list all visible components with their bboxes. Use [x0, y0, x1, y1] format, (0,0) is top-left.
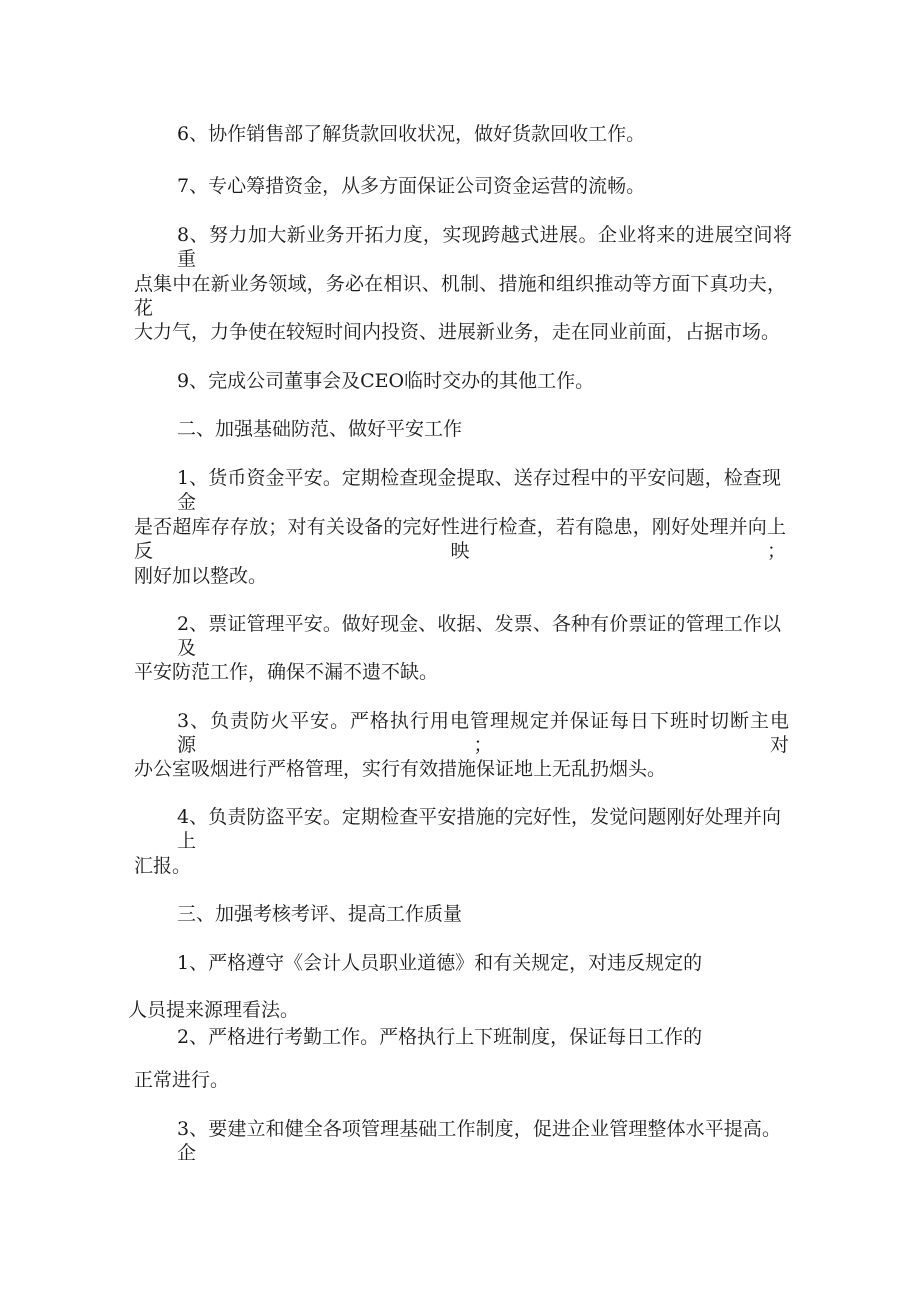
paragraph-line: 2、严格进行考勤工作。严格执行上下班制度，保证每日工作的 — [177, 1026, 703, 1048]
paragraph-line: 人员提来源理看法。 — [128, 999, 300, 1021]
paragraph-line: 正常进行。 — [134, 1069, 230, 1091]
section-heading: 三、加强考核考评、提高工作质量 — [177, 903, 463, 925]
paragraph-line: 是否超库存存放；对有关设备的完好性进行检查，若有隐患，刚好处理并向上反映； — [134, 516, 786, 562]
paragraph-line: 3、负责防火平安。严格执行用电管理规定并保证每日下班时切断主电源；对 — [177, 710, 789, 756]
section-heading: 二、加强基础防范、做好平安工作 — [177, 418, 463, 440]
paragraph-line: 点集中在新业务领域，务必在相识、机制、措施和组织推动等方面下真功夫，花 — [134, 273, 786, 319]
paragraph-line: 9、完成公司董事会及CEO临时交办的其他工作。 — [177, 370, 595, 392]
paragraph-line: 刚好加以整改。 — [134, 565, 268, 587]
paragraph-line: 大力气，力争使在较短时间内投资、进展新业务，走在同业前面，占据市场。 — [134, 321, 781, 343]
paragraph-line: 6、协作销售部了解货款回收状况，做好货款回收工作。 — [177, 123, 646, 145]
paragraph-line: 平安防范工作，确保不漏不遗不缺。 — [134, 661, 439, 683]
paragraph-line: 办公室吸烟进行严格管理，实行有效措施保证地上无乱扔烟头。 — [134, 758, 667, 780]
paragraph-line: 4、负责防盗平安。定期检查平安措施的完好性，发觉问题刚好处理并向上 — [177, 806, 781, 852]
paragraph-line: 2、票证管理平安。做好现金、收据、发票、各种有价票证的管理工作以及 — [177, 613, 781, 659]
paragraph-line: 7、专心筹措资金，从多方面保证公司资金运营的流畅。 — [177, 175, 646, 197]
paragraph-line: 汇报。 — [134, 855, 192, 877]
paragraph-line: 8、努力加大新业务开拓力度，实现跨越式进展。企业将来的进展空间将重 — [177, 224, 792, 270]
paragraph-line: 1、严格遵守《会计人员职业道德》和有关规定，对违反规定的 — [177, 952, 703, 974]
paragraph-line: 3、要建立和健全各项管理基础工作制度，促进企业管理整体水平提高。企 — [177, 1118, 781, 1164]
paragraph-line: 1、货币资金平安。定期检查现金提取、送存过程中的平安问题，检查现金 — [177, 467, 781, 513]
